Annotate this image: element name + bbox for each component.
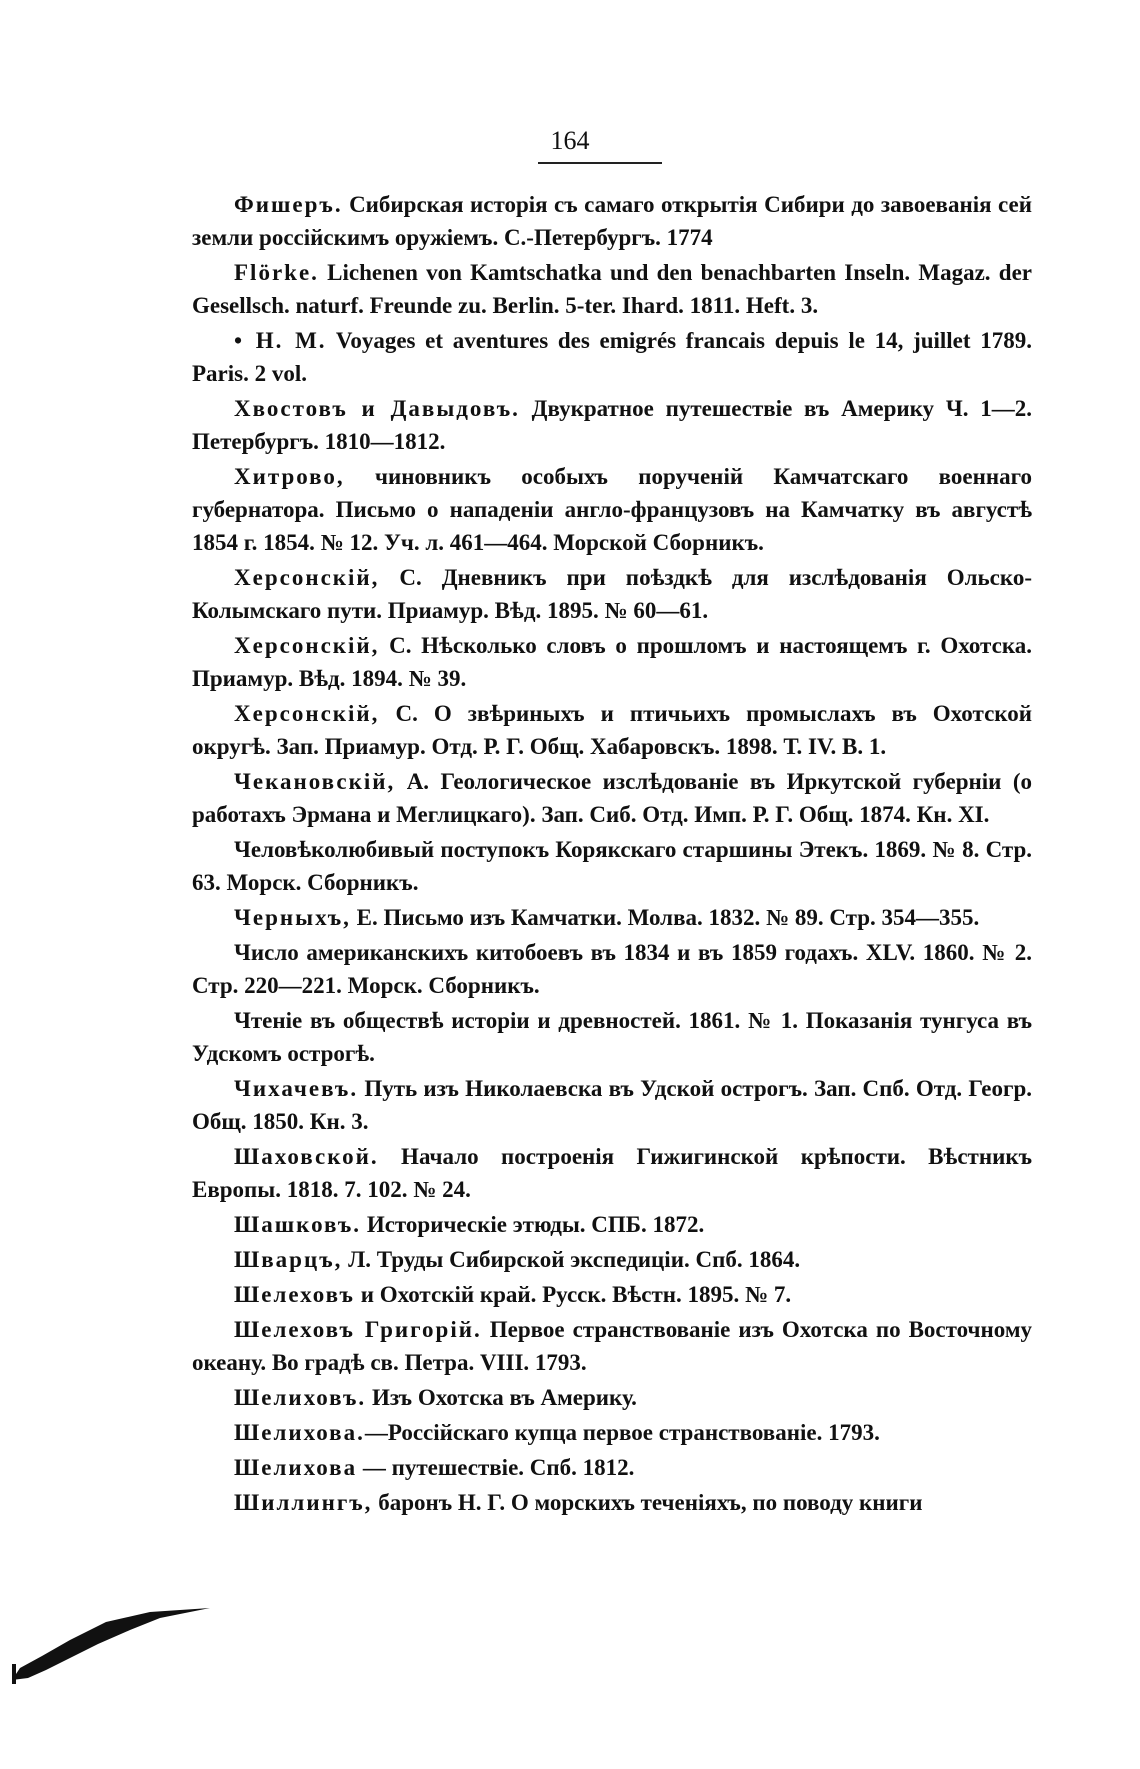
entry-author: Херсонскій, (234, 633, 380, 658)
entry-text: Человѣколюбивый поступокъ Корякскаго старшины Этекъ. 1869. № 8. Стр. 63. Морск. Сборникъ. (192, 837, 1032, 895)
entry-13 (192, 1004, 1032, 1070)
entry-text: Lichenen von Kamtschatka und den benachbarten Inseln. Magaz. der Gesellsch. naturf. Freunde zu. Berlin. 5-ter. Ihard. 1811. Heft. 3. (192, 260, 1032, 318)
entry-text: чиновникъ особыхъ порученій Камчатскаго военнаго губернатора. Письмо о нападеніи англо-французовъ на Камчатку въ августѣ 1854 г. 1854. № 12. Уч. л. 461—464. Морской Сборникъ. (192, 464, 1032, 555)
page-number: 164 (550, 126, 590, 155)
entry-text: — путешествіе. Спб. 1812. (357, 1455, 635, 1480)
entry-text: Voyages et aventures des emigrés francais depuis le 14, juillet 1789. Paris. 2 vol. (192, 328, 1032, 386)
entry-text: Историческіе этюды. СПБ. 1872. (361, 1212, 705, 1237)
entry-text: Сибирская исторія съ самаго открытія Сибири до завоеванія сей земли россійскимъ оружіемъ. С.-Петербургъ. 1774 (192, 192, 1032, 250)
ink-blot (10, 1596, 220, 1686)
entry-15 (192, 1140, 1032, 1206)
entry-2 (192, 256, 1032, 322)
entry-text: Изъ Охотска въ Америку. (366, 1385, 637, 1410)
bibliography-list (192, 188, 1032, 1521)
entry-author: Шелиховъ. (234, 1385, 367, 1410)
entry-20 (192, 1381, 1032, 1414)
entry-1 (192, 188, 1032, 254)
entry-text: Двукратное путешествіе въ Америку Ч. 1—2. Петербургъ. 1810—1812. (192, 396, 1032, 454)
entry-4 (192, 392, 1032, 458)
entry-author: Шиллингъ, (234, 1490, 373, 1515)
entry-author: Херсонскій, (234, 565, 380, 590)
entry-23 (192, 1486, 1032, 1519)
entry-author: Шаховской. (234, 1144, 379, 1169)
entry-text: С. О звѣриныхъ и птичьихъ промыслахъ въ Охотской округѣ. Зап. Приамур. Отд. Р. Г. Общ. Хабаровскъ. 1898. Т. IV. В. 1. (192, 701, 1032, 759)
entry-author: Шварцъ, (234, 1247, 343, 1272)
entry-author: Фишеръ. (234, 192, 343, 217)
entry-17 (192, 1243, 1032, 1276)
entry-text: Е. Письмо изъ Камчатки. Молва. 1832. № 89. Стр. 354—355. (350, 905, 980, 930)
entry-text: Первое странствованіе изъ Охотска по Восточному океану. Во градѣ св. Петра. VIII. 1793. (192, 1317, 1032, 1375)
entry-11 (192, 901, 1032, 934)
entry-9 (192, 765, 1032, 831)
entry-7 (192, 629, 1032, 695)
entry-text: А. Геологическое изслѣдованіе въ Иркутской губерніи (о работахъ Эрмана и Меглицкаго). Зап. Сиб. Отд. Имп. Р. Г. Общ. 1874. Кн. XI. (192, 769, 1032, 827)
entry-21 (192, 1416, 1032, 1449)
entry-author: Шелихова (234, 1455, 358, 1480)
entry-text: С. Нѣсколько словъ о прошломъ и настоящемъ г. Охотска. Приамур. Вѣд. 1894. № 39. (192, 633, 1032, 691)
entry-author: Херсонскій, (234, 701, 380, 726)
entry-14 (192, 1072, 1032, 1138)
entry-22 (192, 1451, 1032, 1484)
entry-author: Хвостовъ и Давыдовъ. (234, 396, 520, 421)
entry-author: Шелеховъ (234, 1282, 355, 1307)
entry-author: • H. M. (234, 328, 327, 353)
entry-author: Flörke. (234, 260, 319, 285)
entry-text: Л. Труды Сибирской экспедиціи. Спб. 1864. (342, 1247, 801, 1272)
entry-author: Чекановскій, (234, 769, 396, 794)
entry-author: Шелихова. (234, 1420, 365, 1445)
entry-author: Шелеховъ Григорій. (234, 1317, 482, 1342)
entry-text: Начало построенія Гижигинской крѣпости. Вѣстникъ Европы. 1818. 7. 102. № 24. (192, 1144, 1032, 1202)
entry-author: Чихачевъ. (234, 1076, 359, 1101)
entry-10 (192, 833, 1032, 899)
entry-3 (192, 324, 1032, 390)
entry-text: и Охотскій край. Русск. Вѣстн. 1895. № 7. (354, 1282, 792, 1307)
entry-6 (192, 561, 1032, 627)
entry-text: Чтеніе въ обществѣ исторіи и древностей. 1861. № 1. Показанія тунгуса въ Удскомъ острогѣ. (192, 1008, 1032, 1066)
entry-text: С. Дневникъ при поѣздкѣ для изслѣдованія Ольско-Колымскаго пути. Приамур. Вѣд. 1895. № 60—61. (192, 565, 1032, 623)
entry-18 (192, 1278, 1032, 1311)
entry-text: баронъ Н. Г. О морскихъ теченіяхъ, по поводу книги (372, 1490, 923, 1515)
entry-19 (192, 1313, 1032, 1379)
entry-author: Шашковъ. (234, 1212, 362, 1237)
entry-8 (192, 697, 1032, 763)
entry-text: Число американскихъ китобоевъ въ 1834 и въ 1859 годахъ. XLV. 1860. № 2. Стр. 220—221. Морск. Сборникъ. (192, 940, 1032, 998)
entry-author: Хитрово, (234, 464, 345, 489)
entry-5 (192, 460, 1032, 559)
page-number-rule (538, 162, 662, 164)
entry-text: Путь изъ Николаевска въ Удской острогъ. Зап. Спб. Отд. Геогр. Общ. 1850. Кн. 3. (192, 1076, 1032, 1134)
entry-16 (192, 1208, 1032, 1241)
entry-text: —Россійскаго купца первое странствованіе. 1793. (364, 1420, 880, 1445)
entry-author: Черныхъ, (234, 905, 351, 930)
entry-12 (192, 936, 1032, 1002)
